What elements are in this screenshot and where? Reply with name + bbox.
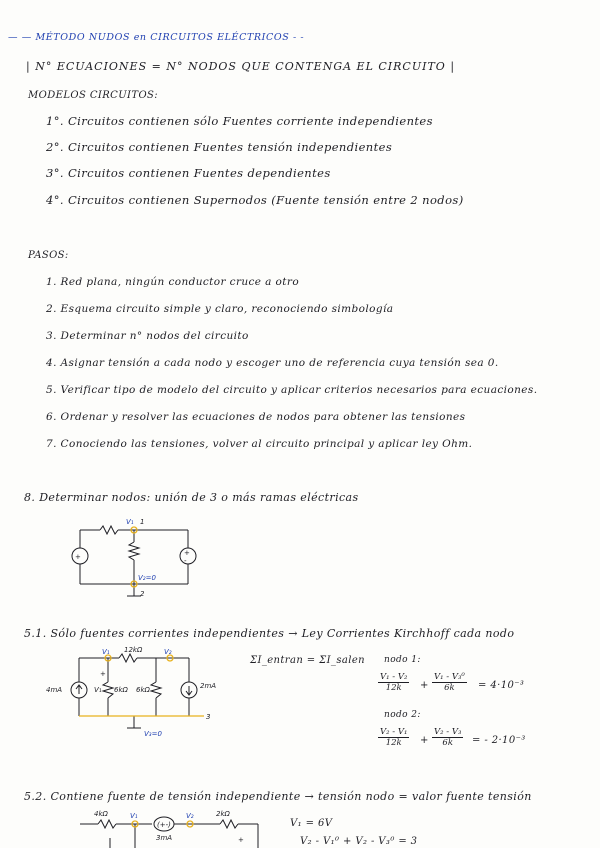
s51-inner-v1: V₁ [94,686,102,694]
nodo-2-den-2: 6k [442,738,453,748]
nodo-1-num-1: V₁ - V₂ [380,672,408,682]
s52-source-value: 3mA [156,834,173,842]
step-item-7: 7. Conociendo las tensiones, volver al circuito principal y aplicar ley Ohm. [46,438,473,450]
nodo-1-num-2: V₁ - V₃⁰ [434,672,465,682]
node-v2-label: V₂=0 [138,574,156,582]
s51-plus: + [100,670,106,678]
step-item-2: 2. Esquema circuito simple y claro, reconociendo simbología [46,303,394,315]
nodo-1-label: nodo 1: [384,655,421,665]
page-title: — — MÉTODO NUDOS en CIRCUITOS ELÉCTRICOS - - [8,32,305,43]
nodo-2-plus: + [420,735,429,746]
resistor-6k-b: 6kΩ [136,686,150,694]
s52-resistor-4k: 4kΩ [94,810,108,818]
nodo-2-num-1: V₂ - V₁ [380,727,408,737]
s52-resistor-2k: 2kΩ [216,810,230,818]
nodo-1-fraction-1 [378,672,409,693]
nodo-1-den-2: 6k [444,683,455,693]
current-source-2ma: 2mA [200,682,217,690]
kcl-equation: ΣI_entran = ΣI_salen [250,655,365,666]
s52-source-sign: (+-) [157,821,171,829]
model-item-2: 2°. Circuitos contienen Fuentes tensión independientes [46,140,393,154]
section-5-2-heading: 5.2. Contiene fuente de tensión independiente → tensión nodo = valor fuente tensión [24,790,532,803]
step-item-3: 3. Determinar n° nodos del circuito [46,330,249,342]
s52-plus: + [238,836,244,844]
s51-node-v1: V₁ [102,648,110,656]
s52-node-v2: V₂ [186,812,194,820]
source-2-minus: - [184,557,187,565]
nodo-1-fraction-2 [432,672,467,693]
current-source-4ma: 4mA [46,686,63,694]
source-1-sign: + [75,553,81,561]
circuit-diagram-3 [80,808,270,848]
nodo-1-den-1: 12k [385,683,402,693]
node-1-mark: 1 [140,518,145,526]
node-2-mark: 2 [140,590,145,598]
s51-node-v3: V₃=0 [144,730,162,738]
source-2-sign: + [184,549,190,557]
circuit-diagram-1 [60,510,220,610]
s52-eq-1: V₁ = 6V [290,818,333,829]
model-item-3: 3°. Circuitos contienen Fuentes dependientes [46,166,331,180]
step-item-4: 4. Asignar tensión a cada nodo y escoger uno de referencia cuya tensión sea 0. [46,357,499,369]
section-5-1-heading: 5.1. Sólo fuentes corrientes independientes → Ley Corrientes Kirchhoff cada nodo [24,627,515,640]
nodo-1-plus: + [420,680,429,691]
model-item-1: 1°. Circuitos contienen sólo Fuentes corriente independientes [46,114,433,128]
nodo-2-den-1: 12k [385,738,402,748]
nodo-2-num-2: V₂ - V₃ [434,727,462,737]
equations-rule: | N° ECUACIONES = N° NODOS QUE CONTENGA EL CIRCUITO | [26,60,456,73]
step-8-heading: 8. Determinar nodos: unión de 3 o más ramas eléctricas [24,491,359,504]
step-item-6: 6. Ordenar y resolver las ecuaciones de nodos para obtener las tensiones [46,411,466,423]
circuit-diagram-2 [44,646,224,746]
nodo-1-rhs: = 4·10⁻³ [478,680,525,691]
resistor-12k-label: 12kΩ [124,646,143,654]
node-v1-label: V₁ [126,518,134,526]
nodo-2-fraction-1 [378,727,409,748]
s51-node-v2: V₂ [164,648,172,656]
nodo-2-fraction-2 [432,727,463,748]
step-item-1: 1. Red plana, ningún conductor cruce a otro [46,276,300,288]
models-heading: MODELOS CIRCUITOS: [28,90,159,101]
resistor-6k-a: 6kΩ [114,686,128,694]
model-item-4: 4°. Circuitos contienen Supernodos (Fuente tensión entre 2 nodos) [46,193,464,207]
step-item-5: 5. Verificar tipo de modelo del circuito y aplicar criterios necesarios para ecuaciones. [46,384,538,396]
nodo-2-rhs: = - 2·10⁻³ [472,735,526,746]
s52-eq-2: V₂ - V₁⁰ + V₂ - V₃⁰ = 3 [300,836,418,847]
steps-heading: PASOS: [28,250,69,261]
nodo-2-label: nodo 2: [384,710,421,720]
s51-node-3-mark: 3 [206,713,211,721]
s52-node-v1: V₁ [130,812,138,820]
